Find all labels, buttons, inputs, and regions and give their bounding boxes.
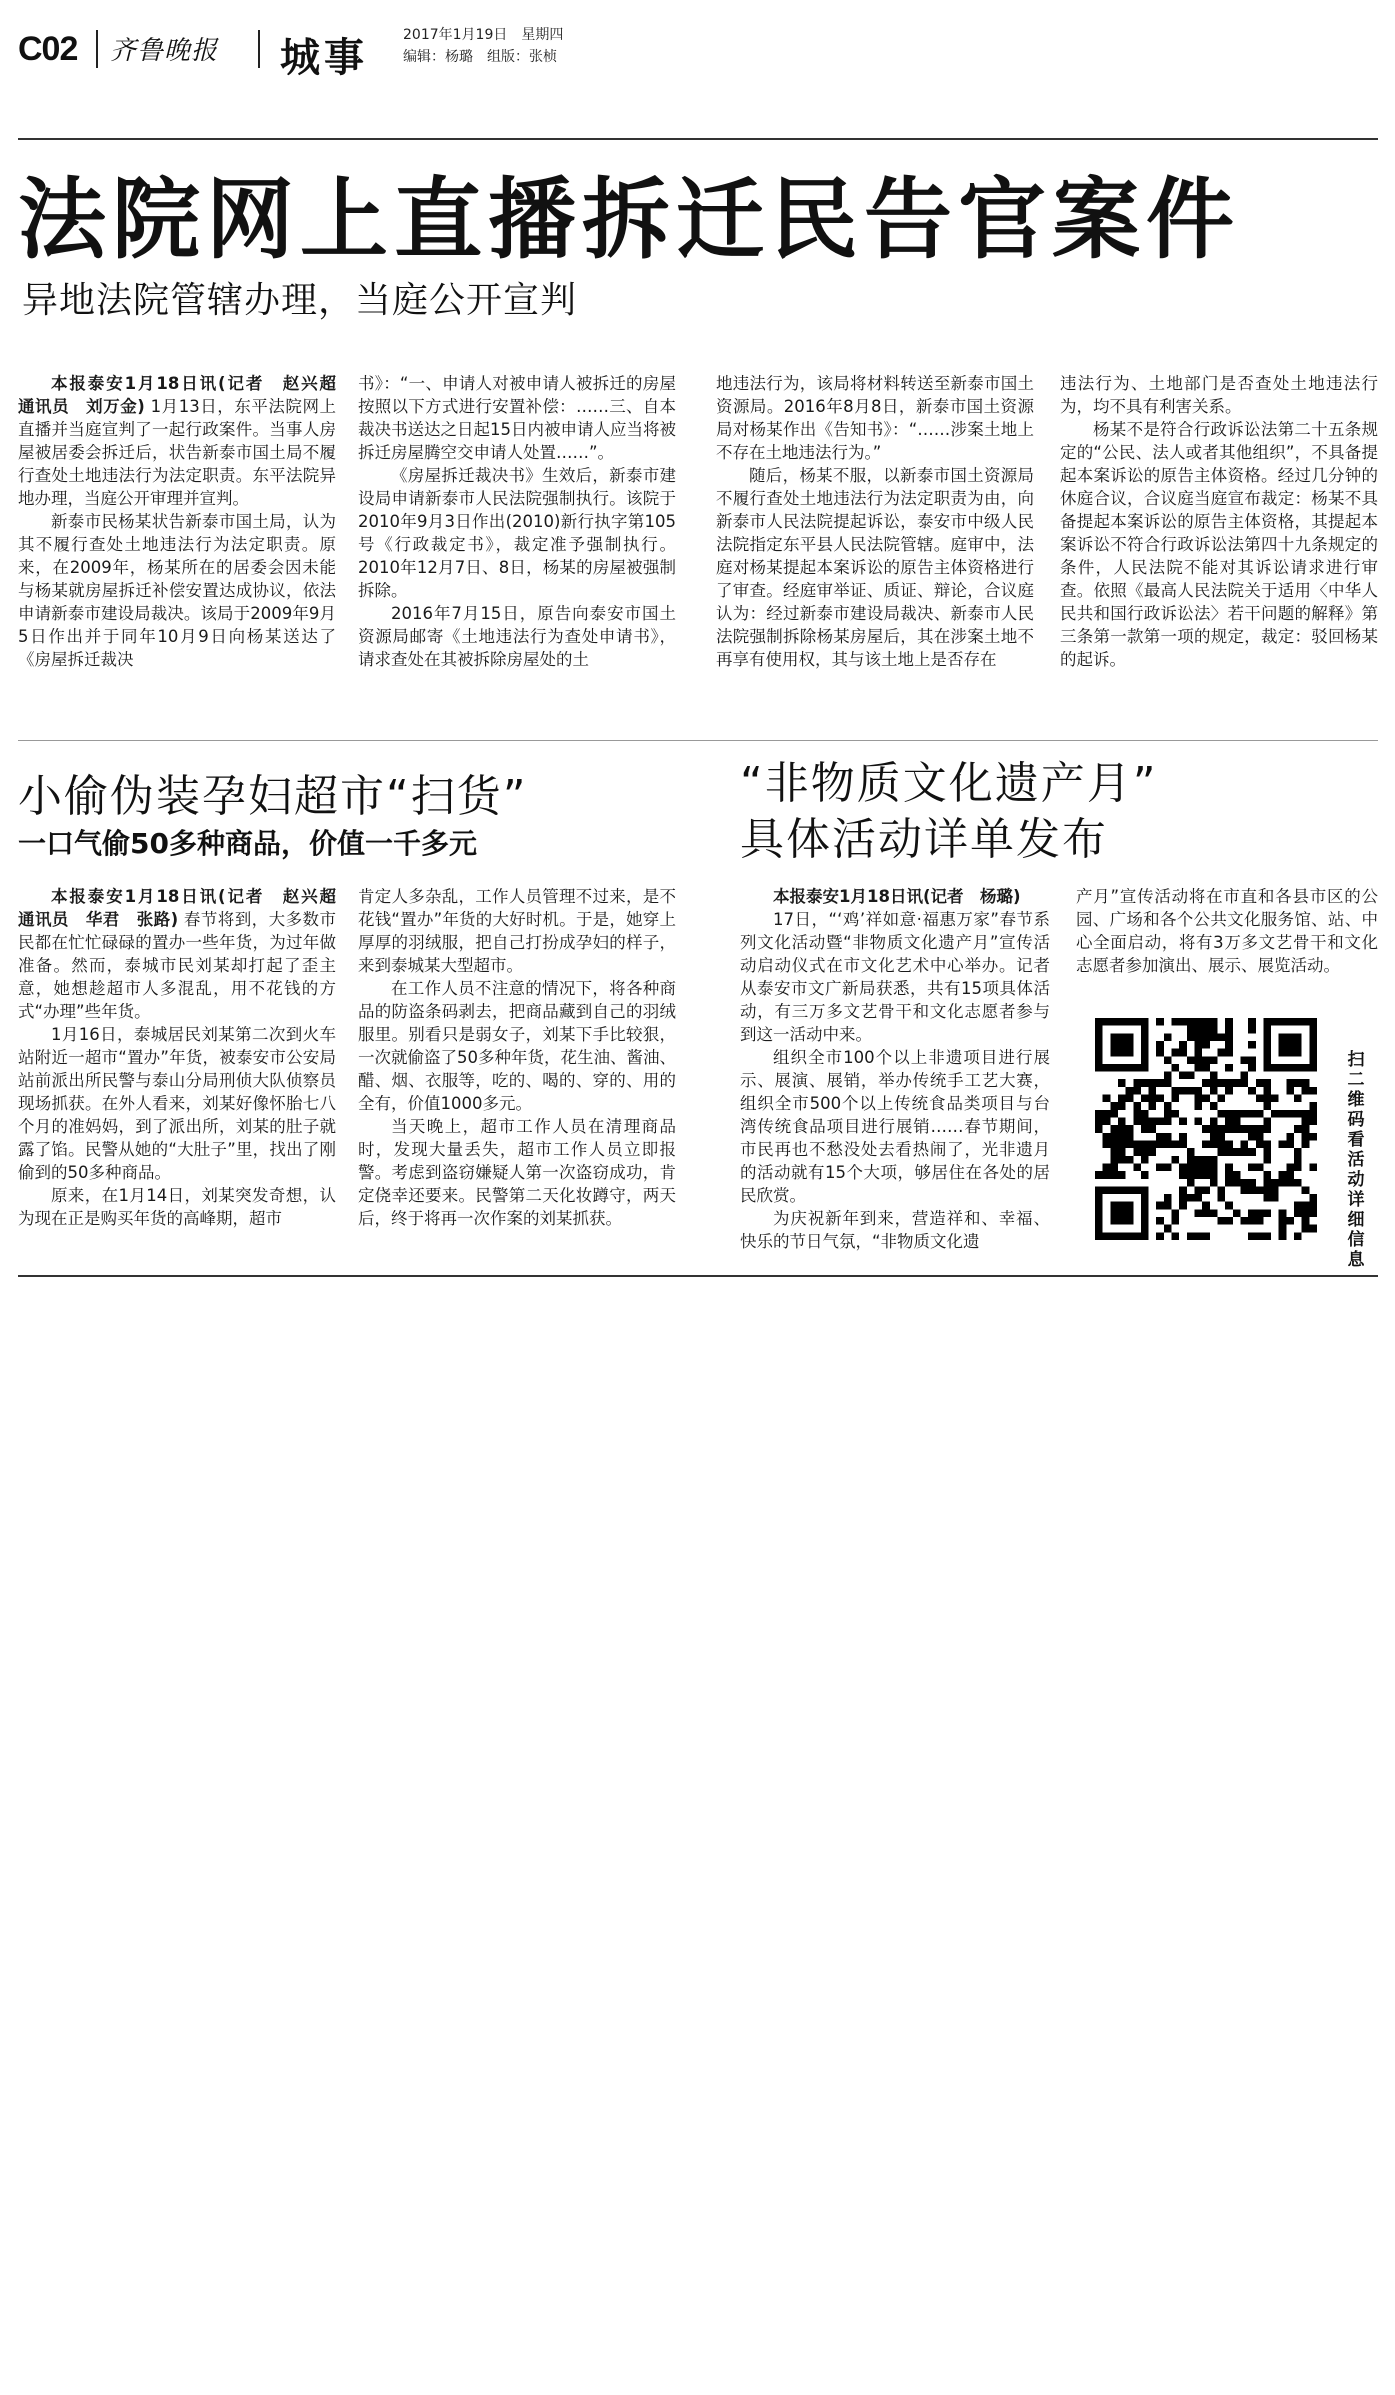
newspaper-masthead: 齐鲁晚报 xyxy=(110,36,219,66)
paragraph: 《房屋拆迁裁决书》生效后，新泰市建设局申请新泰市人民法院强制执行。该院于2010年9月3日作出(2010)新行执字第105号《行政裁定书》，裁定准予强制执行。2010年12月7日、8日，杨某的房屋被强制拆除。 xyxy=(358,466,676,600)
story1-headline: 法院网上直播拆迁民告官案件 xyxy=(18,168,1241,271)
page-bottom-rule xyxy=(18,1275,1378,1277)
paragraph: 原来，在1月14日，刘某突发奇想，认为现在正是购买年货的高峰期，超市 xyxy=(18,1186,336,1228)
paragraph: 在工作人员不注意的情况下，将各种商品的防盗条码剥去，把商品藏到自己的羽绒服里。别看只是弱女子，刘某下手比较狠，一次就偷盗了50多种年货，花生油、酱油、醋、烟、衣服等，吃的、喝的、穿的、用的全有，价值1000多元。 xyxy=(358,979,676,1113)
paragraph: 2016年7月15日，原告向泰安市国土资源局邮寄《土地违法行为查处申请书》，请求查处在其被拆除房屋处的土 xyxy=(358,604,676,669)
qr-code-icon[interactable] xyxy=(1095,1018,1317,1240)
story1-column-2 xyxy=(358,372,676,671)
story1-dateline: 本报泰安1月18日讯(记者 赵兴超 通讯员 刘万金) xyxy=(18,374,353,416)
paragraph: 17日，“‘鸡’祥如意·福惠万家”春节系列文化活动暨“非物质文化遗产月”宣传活动启动仪式在市文化艺术中心举办。记者从泰安市文广新局获悉，共有15项具体活动，有三万多文艺骨干和文化志愿者参与到这一活动中来。 xyxy=(740,910,1050,1044)
paragraph: 地违法行为，该局将材料转送至新泰市国土资源局。2016年8月8日，新泰市国土资源局对杨某作出《告知书》：“……涉案土地上不存在土地违法行为。” xyxy=(716,374,1034,462)
story1-column-1 xyxy=(18,372,353,671)
header-rule xyxy=(18,138,1378,140)
story1-column-4 xyxy=(1060,372,1378,671)
story3-headline xyxy=(740,756,1158,868)
story2-column-2 xyxy=(358,885,676,1230)
page-number: C02 xyxy=(18,30,78,68)
paragraph: 组织全市100个以上非遗项目进行展示、展演、展销，举办传统手工艺大赛，组织全市500个以上传统食品类项目与台湾传统食品项目进行展销……春节期间，市民再也不愁没处去看热闹了，光非遗月的活动就有15个大项，够居住在各处的居民欣赏。 xyxy=(740,1048,1050,1205)
section-name: 城事 xyxy=(280,35,368,81)
story1-column-3 xyxy=(716,372,1034,671)
story2-dateline: 本报泰安1月18日讯(记者 赵兴超 通讯员 华君 张路) xyxy=(18,887,353,929)
issue-meta xyxy=(403,24,563,68)
story3-headline-line-2: 具体活动详单发布 xyxy=(740,814,1108,865)
paragraph: 书》：“一、申请人对被申请人被拆迁的房屋按照以下方式进行安置补偿：……三、自本裁决书送达之日起15日内被申请人应当将被拆迁房屋腾空交申请人处置……”。 xyxy=(358,374,676,462)
issue-date: 2017年1月19日 星期四 xyxy=(403,27,564,43)
story3-column-1 xyxy=(740,885,1050,1253)
story3-dateline: 本报泰安1月18日讯(记者 杨璐) xyxy=(773,887,1021,906)
paragraph: 随后，杨某不服，以新泰市国土资源局不履行查处土地违法行为法定职责为由，向新泰市人民法院提起诉讼，泰安市中级人民法院指定东平县人民法院管辖。庭审中，法庭对杨某提起本案诉讼的原告主体资格进行了审查。经庭审举证、质证、辩论，合议庭认为：经过新泰市建设局裁决、新泰市人民法院强制拆除杨某房屋后，其在涉案土地不再享有使用权，其与该土地上是否存在 xyxy=(716,466,1034,669)
story3-column-2 xyxy=(1076,885,1378,977)
story1-subheadline: 异地法院管辖办理，当庭公开宣判 xyxy=(22,280,578,321)
paragraph: 春节将到，大多数市民都在忙忙碌碌的置办一些年货，为过年做准备。然而，泰城市民刘某却打起了歪主意，她想趁超市人多混乱，用不花钱的方式“办理”些年货。 xyxy=(18,910,337,1021)
story2-subheadline: 一口气偷50多种商品，价值一千多元 xyxy=(18,827,477,860)
qr-caption: 扫二维码看活动详细信息 xyxy=(1347,1050,1365,1270)
paragraph: 为庆祝新年到来，营造祥和、幸福、快乐的节日气氛，“非物质文化遗 xyxy=(740,1209,1050,1251)
story2-column-1 xyxy=(18,885,353,1230)
paragraph: 新泰市民杨某状告新泰市国土局，认为其不履行查处土地违法行为法定职责。原来，在2009年，杨某所在的居委会因未能与杨某就房屋拆迁补偿安置达成协议，依法申请新泰市建设局裁决。该局于2009年9月5日作出并于同年10月9日向杨某送达了《房屋拆迁裁决 xyxy=(18,512,336,669)
story2-headline: 小偷伪装孕妇超市“扫货” xyxy=(18,771,528,822)
paragraph: 1月13日，东平法院网上直播并当庭宣判了一起行政案件。当事人房屋被居委会拆迁后，状告新泰市国土局不履行查处土地违法行为法定职责。东平法院异地办理，当庭公开审理并宣判。 xyxy=(18,397,337,508)
header-divider xyxy=(96,30,98,68)
editor-credits: 编辑：杨璐 组版：张桢 xyxy=(403,49,557,65)
paragraph: 当天晚上，超市工作人员在清理商品时，发现大量丢失，超市工作人员立即报警。考虑到盗窃嫌疑人第一次盗窃成功，肯定侥幸还要来。民警第二天化妆蹲守，两天后，终于将再一次作案的刘某抓获。 xyxy=(358,1117,676,1228)
paragraph: 杨某不是符合行政诉讼法第二十五条规定的“公民、法人或者其他组织”，不具备提起本案诉讼的原告主体资格。经过几分钟的休庭合议，合议庭当庭宣布裁定：杨某不具备提起本案诉讼的原告主体资格，其提起本案诉讼不符合行政诉讼法第四十九条规定的条件，人民法院不能对其诉讼请求进行审查。依照《最高人民法院关于适用〈中华人民共和国行政诉讼法〉若干问题的解释》第三条第一款第一项的规定，裁定：驳回杨某的起诉。 xyxy=(1060,420,1378,669)
paragraph: 1月16日，泰城居民刘某第二次到火车站附近一超市“置办”年货，被泰安市公安局站前派出所民警与泰山分局刑侦大队侦察员现场抓获。在外人看来，刘某好像怀胎七八个月的准妈妈，到了派出所，刘某的肚子就露了馅。民警从她的“大肚子”里，找出了刚偷到的50多种商品。 xyxy=(18,1025,336,1182)
header-divider xyxy=(258,30,260,68)
paragraph: 违法行为、土地部门是否查处土地违法行为，均不具有利害关系。 xyxy=(1060,374,1378,416)
story3-headline-line-1: “非物质文化遗产月” xyxy=(740,758,1158,809)
paragraph: 产月”宣传活动将在市直和各县市区的公园、广场和各个公共文化服务馆、站、中心全面启动，将有3万多文艺骨干和文化志愿者参加演出、展示、展览活动。 xyxy=(1076,887,1378,975)
story-divider xyxy=(18,740,1378,741)
paragraph: 肯定人多杂乱，工作人员管理不过来，是不花钱“置办”年货的大好时机。于是，她穿上厚厚的羽绒服，把自己打扮成孕妇的样子，来到泰城某大型超市。 xyxy=(358,887,676,975)
